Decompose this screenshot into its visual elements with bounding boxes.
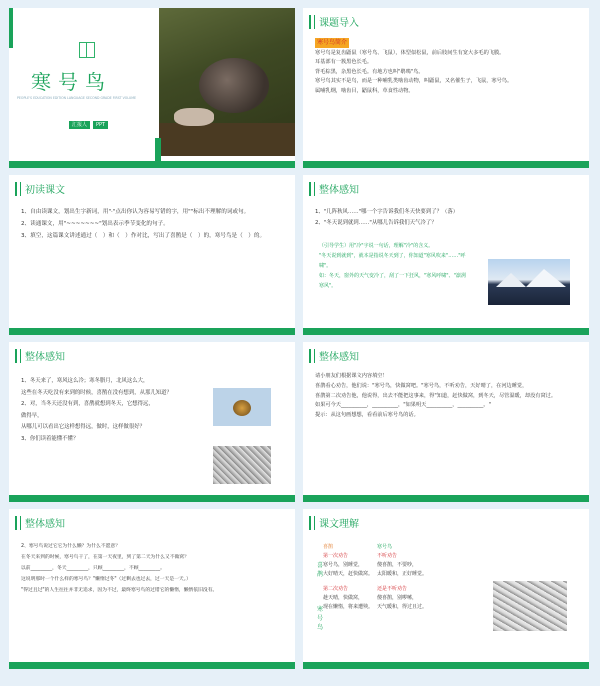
reply-line: 太阳暖和，正好睡觉。	[377, 571, 428, 577]
note-line: （引导学生）用"冷"字说一句话，理解"冷"的含义。	[319, 243, 434, 249]
slide-footer-bar	[9, 328, 295, 335]
slide-heading: 课题导入	[319, 18, 359, 29]
body-line: 3、填空，这篇课文讲述通过（ ）和（ ）作对比，写出了喜鹊是（ ）的，寒号鸟是（ ）的。	[21, 232, 266, 239]
header-bar-icon	[15, 349, 21, 363]
slide-title: 寒号鸟	[31, 70, 112, 94]
slide-header	[309, 515, 359, 530]
slide-4[interactable]	[303, 175, 589, 335]
slide-header	[15, 515, 65, 530]
advice-line: 现在懒惰，将来遭殃。	[323, 604, 374, 610]
magpie-column	[323, 543, 383, 612]
row-label-magpie: 喜鹊	[317, 562, 324, 578]
body-line: 以前_________，冬天_________，只顾_________，不顾_________。	[21, 566, 165, 571]
slide-body	[315, 207, 579, 228]
body-line: 3、你们读着能懂不懂？	[21, 435, 79, 442]
body-line: 1、自由读课文，划出生字新词，用"·"点出你认为容易写错的字，用""标出不理解的词或句。	[21, 209, 250, 215]
slide-5[interactable]	[9, 342, 295, 502]
body-line: 1、"几阵秋风……"哪一个字告诉我们冬天快要到了？（落）	[315, 209, 459, 215]
slide-heading: 整体感知	[25, 352, 65, 363]
body-line: 寒号鸟是复齿鼯鼠（寒号鸟、飞鼠），体型似松鼠，前后肢间生有宽大多毛的飞膜。	[315, 49, 505, 56]
slide-header	[309, 181, 359, 196]
slide-header	[15, 348, 65, 363]
slide-footer-bar	[9, 495, 295, 502]
header-bar-icon	[15, 182, 21, 196]
ppt-label: PPT	[93, 121, 108, 129]
header-bar-icon	[309, 182, 315, 196]
header-bar-icon	[309, 516, 315, 530]
magpie-branch-image	[493, 581, 567, 631]
slide-2[interactable]	[303, 8, 589, 168]
slide-footer-bar	[303, 161, 589, 168]
advice-title: 第一次劝告	[323, 553, 349, 559]
slide-heading: 整体感知	[319, 185, 359, 196]
slide-body	[21, 541, 285, 596]
bird-nest-image	[213, 388, 271, 426]
slide-footer-bar	[9, 662, 295, 669]
body-line: 寒号鸟其实不是鸟，而是一种哺乳类啮齿动物，叫鼯鼠，又名催生子，飞鼠，寒号鸟。	[315, 78, 513, 84]
slide-body	[21, 207, 285, 242]
slide-8[interactable]	[303, 509, 589, 669]
body-line: 喜鹊看心劝告，他们说："寒号鸟，快做窝吧。"寒号鸟，不听劝告，天好晴了，在河边睡觉，	[315, 382, 528, 389]
body-line: 喜鹊第二次劝告他，他说得，出去不能把这事来，得"知道，赶快做窝，到冬天，尽管温暖，却没有窝过。	[315, 392, 557, 399]
header-bar-icon	[309, 349, 315, 363]
advice-line: 大好晴天，赶快做窝。	[323, 571, 374, 577]
column-header: 寒号鸟	[377, 544, 393, 550]
body-line: 这说明那时一个什么样的寒号鸟？"懒惰过冬"（过剩去也过去，过一天是一天。）	[21, 577, 191, 582]
slide-heading: 整体感知	[25, 519, 65, 530]
advice-line: 趁天晴，快做窝，	[323, 595, 364, 601]
snow-mountain-image	[488, 259, 570, 305]
body-line: 请小朋友们根据课文内容填空！	[315, 373, 388, 379]
coldbird-column	[377, 543, 437, 612]
book-icon	[79, 42, 95, 58]
advice-line: 寒号鸟，别睡觉，	[323, 562, 364, 568]
reply-line: 傻喜鹊，不要吵，	[377, 562, 418, 568]
slide-heading: 课文理解	[319, 519, 359, 530]
mole-image	[199, 58, 269, 113]
slide-footer-bar	[303, 328, 589, 335]
body-line: 背毛棕黑，杂黑色长毛。有地方也叫"鹖鴠"鸟。	[315, 68, 424, 75]
slide-header	[15, 181, 65, 196]
slide-3[interactable]	[9, 175, 295, 335]
body-line: 2、对，当冬天还没有到，喜鹊就想到冬天，它想得远，	[21, 401, 154, 407]
photo-ground	[159, 123, 295, 156]
reply-title: 不听劝告	[377, 553, 398, 559]
author-badge	[69, 121, 111, 128]
body-line: 从哪儿可以看出它这样想得远，做时，这样做很好？	[21, 424, 145, 430]
slide-1[interactable]	[9, 8, 295, 168]
winter-branch-image	[213, 446, 271, 484]
slide-footer-bar	[303, 495, 589, 502]
reply-line: 天气暖和，得过且过。	[377, 604, 428, 610]
slide-heading: 初读课文	[25, 185, 65, 196]
note-line: 如：冬天，窗外的天气变冷了，刮了一下狂风，"寒风呼啸"、"凛冽寒风"。	[319, 273, 466, 289]
reply-title: 还是不听劝告	[377, 586, 408, 592]
row-label-coldbird: 寒号鸟	[317, 606, 324, 631]
author-label: 汇报人	[69, 121, 90, 129]
body-line: 2、寒号鸟说过它它为什么懒？为什么不愿意？	[21, 544, 120, 549]
slide-header	[309, 348, 359, 363]
slide-7[interactable]	[9, 509, 295, 669]
slide-body	[315, 372, 579, 421]
body-line: 如果可今天__________，__________，"如果明天__________，__________。"	[315, 402, 491, 409]
body-line: 1、冬天来了，寒风这么冷；寒冬腊月，北风这么大，	[21, 378, 149, 384]
slide-6[interactable]	[303, 342, 589, 502]
advice-title: 第二次劝告	[323, 586, 349, 592]
slide-heading: 整体感知	[319, 352, 359, 363]
slide-header	[309, 14, 359, 29]
intro-tag: 寒号鸟简介	[317, 39, 348, 46]
body-line: "得过且过"的人生往往并非无追求，因为不过，最终寒号鸟的过错它的懒惰，懒惰依旧没有。	[21, 588, 218, 593]
column-header: 喜鹊	[323, 544, 334, 550]
guidance-note	[319, 241, 469, 291]
body-line: 做得早，	[21, 412, 43, 419]
slide-body	[21, 376, 211, 445]
body-line: 提示：从这句画想想，看看前后寒号鸟的话。	[315, 412, 419, 419]
slide-footer-bar	[9, 161, 295, 168]
body-line: 这些在冬天吃没有来到的时候，喜鹊在没有想到，从那儿知道？	[21, 389, 172, 396]
slide-body	[315, 38, 579, 96]
slide-subtitle: PEOPLE'S EDUCATION EDITION LANGUAGE SECOND GRADE FIRST VOLUME	[17, 96, 137, 100]
body-line: 2、"冬天说到就到……"从哪儿告诉我们天气冷了？	[315, 219, 437, 226]
body-line: 在冬天来到的时候，寒号鸟干了，在第一天夜里，到了第二天为什么又不做窝？	[21, 555, 189, 560]
header-bar-icon	[15, 516, 21, 530]
reply-line: 傻喜鹊，别啰嗦，	[377, 595, 418, 601]
body-line: 属哺乳纲，啮齿目，鼯鼠科，草食性动物。	[315, 87, 414, 94]
body-line: 耳基部有一簇黑色长毛。	[315, 59, 373, 65]
header-bar-icon	[309, 15, 315, 29]
body-line: 2、读通课文，用"~~~~~~~"划出表示季节变化的句子。	[21, 220, 169, 227]
decor-bar-left	[9, 8, 13, 48]
note-line: "冬天说到就到"，就本是指说冬天到了，你知道"寒风吹来"……"呼啸"。	[319, 253, 466, 269]
slide-footer-bar	[303, 662, 589, 669]
mole-claw-image	[174, 108, 214, 126]
